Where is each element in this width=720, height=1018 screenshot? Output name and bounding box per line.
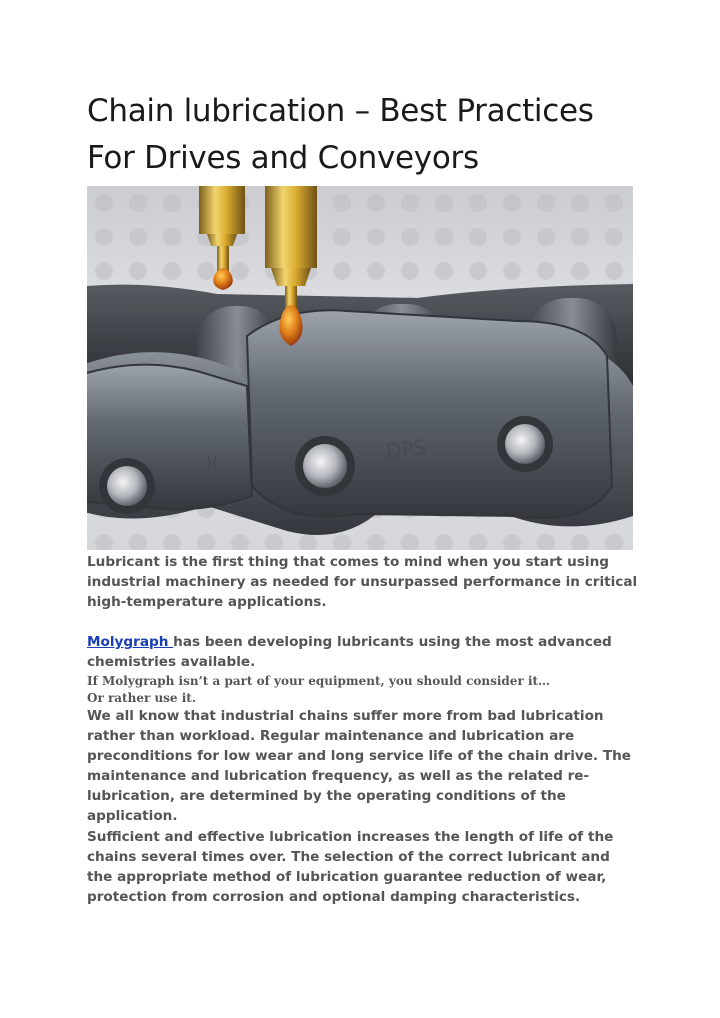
note-line-2: Or rather use it.: [87, 691, 197, 705]
molygraph-paragraph: [87, 632, 639, 672]
sufficient-paragraph: Sufficient and effective lubrication increases the length of life of the chains several times over. The selection of the correct lubricant and the appropriate method of lubrication guarantee reduction of wear, protection from corrosion and optional damping characteristics.: [87, 829, 614, 905]
note-line-1: If Molygraph isn’t a part of your equipment, you should consider it…: [87, 674, 551, 688]
svg-text:DPS: DPS: [385, 434, 428, 463]
chain-lubrication-photo: [87, 186, 633, 550]
molygraph-paragraph-text: has been developing lubricants using the most advanced chemistries available.: [87, 634, 612, 670]
molygraph-link[interactable]: Molygraph: [87, 634, 174, 650]
page-title: Chain lubrication – Best Practices For Drives and Conveyors: [87, 93, 594, 176]
intro-paragraph: Lubricant is the first thing that comes to mind when you start using industrial machinery as needed for unsurpassed performance in critical high-temperature applications.: [87, 554, 638, 610]
svg-text:)(: )(: [205, 452, 220, 473]
chains-paragraph: We all know that industrial chains suffer more from bad lubrication rather than workload. Regular maintenance and lubrication are preconditions for low wear and long service life of the chain drive. The maintenance and lubrication frequency, as well as the related re-lubrication, are determined by the operating conditions of the application.: [87, 708, 632, 824]
